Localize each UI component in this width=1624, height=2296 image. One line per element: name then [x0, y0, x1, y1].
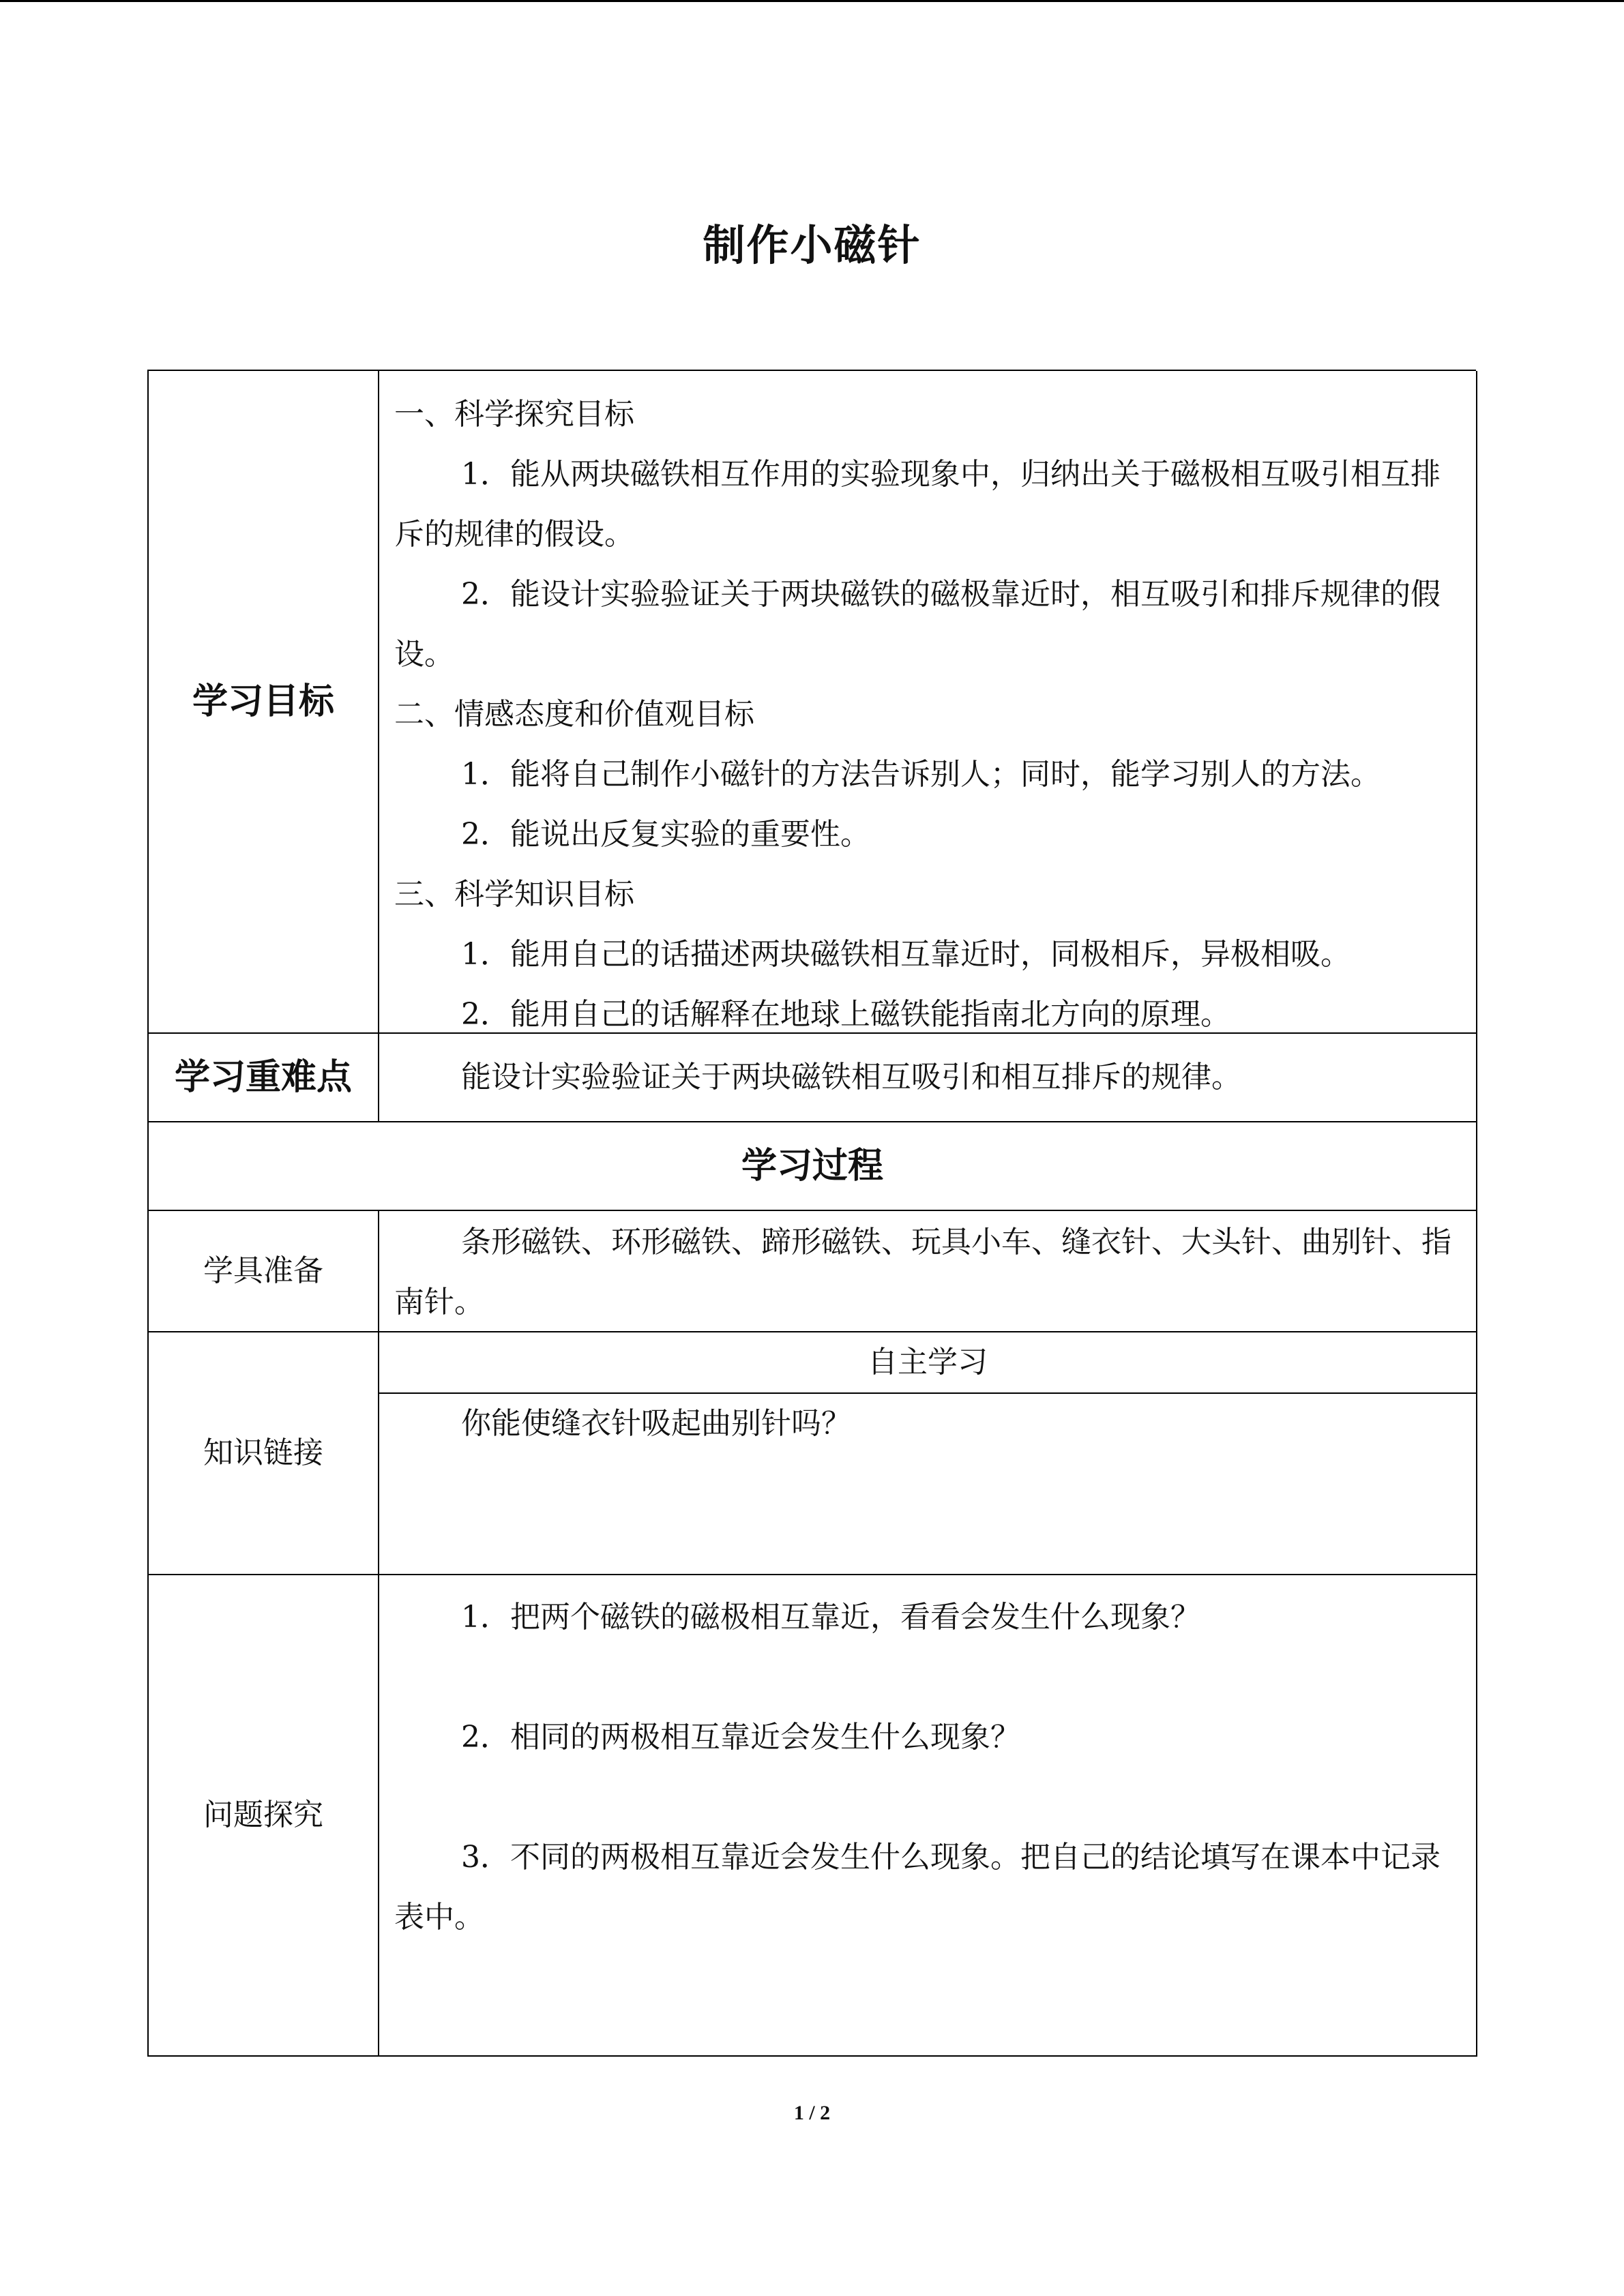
goal-line: 三、科学知识目标 [394, 877, 634, 912]
knowledge-content [379, 1332, 1477, 1575]
knowledge-text: 你能使缝衣针吸起曲别针吗？ [461, 1406, 851, 1441]
goal-line: 二、情感态度和价值观目标 [394, 697, 754, 732]
inquiry-item: 3．不同的两极相互靠近会发生什么现象。把自己的结论填写在课本中记录表中。 [394, 1840, 1441, 1935]
tools-content [379, 1211, 1477, 1332]
key-points-content [379, 1034, 1477, 1122]
page-number: 1 / 2 [793, 2102, 831, 2124]
goals-label: 学习目标 [149, 371, 379, 1034]
goal-line: 2．能用自己的话解释在地球上磁铁能指南北方向的原理。 [461, 997, 1230, 1032]
inquiry-item: 1．把两个磁铁的磁极相互靠近，看看会发生什么现象？ [461, 1600, 1200, 1635]
lesson-table [147, 370, 1476, 2057]
inquiry-item: 2．相同的两极相互靠近会发生什么现象？ [461, 1720, 1020, 1755]
goals-content [379, 371, 1477, 1034]
goal-line: 2．能设计实验验证关于两块磁铁的磁极靠近时，相互吸引和排斥规律的假设。 [394, 577, 1441, 672]
tools-label: 学具准备 [149, 1211, 379, 1332]
key-points-text: 能设计实验验证关于两块磁铁相互吸引和相互排斥的规律。 [461, 1060, 1241, 1094]
knowledge-label: 知识链接 [149, 1332, 379, 1575]
top-border-line [0, 0, 1624, 2]
goal-line: 1．能从两块磁铁相互作用的实验现象中，归纳出关于磁极相互吸引相互排斥的规律的假设。 [394, 457, 1441, 552]
process-heading: 学习过程 [149, 1122, 1477, 1211]
key-points-label: 学习重难点 [149, 1034, 379, 1122]
page-title: 制作小磁针 [703, 220, 921, 270]
inquiry-content [379, 1575, 1477, 2057]
goal-line: 2．能说出反复实验的重要性。 [461, 817, 870, 852]
tools-text: 条形磁铁、环形磁铁、蹄形磁铁、玩具小车、缝衣针、大头针、曲别针、指南针。 [394, 1225, 1451, 1320]
knowledge-subheading: 自主学习 [379, 1332, 1476, 1394]
inquiry-label: 问题探究 [149, 1575, 379, 2057]
goal-line: 1．能将自己制作小磁针的方法告诉别人；同时，能学习别人的方法。 [461, 757, 1381, 792]
goal-line: 一、科学探究目标 [394, 397, 634, 432]
goal-line: 1．能用自己的话描述两块磁铁相互靠近时，同极相斥，异极相吸。 [461, 937, 1350, 972]
